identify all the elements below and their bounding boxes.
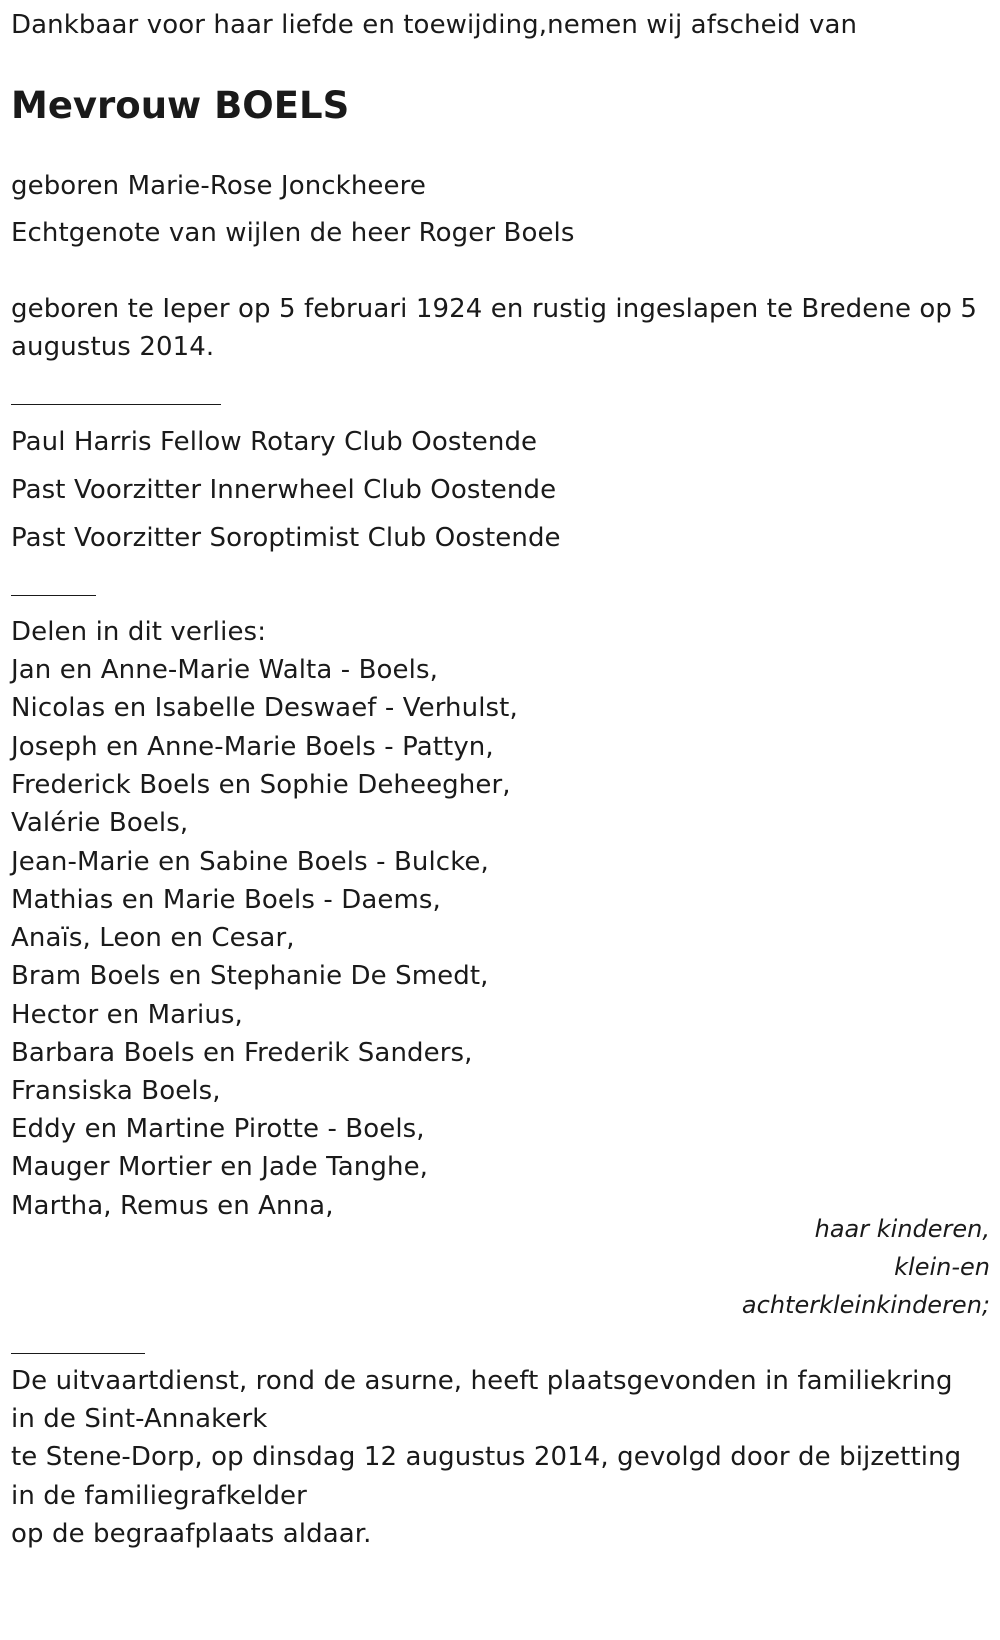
dates-line-2: augustus 2014. (11, 332, 215, 362)
mourners-heading: Delen in dit verlies: (11, 617, 267, 647)
mourner-line: Eddy en Martine Pirotte - Boels, (11, 1114, 425, 1144)
membership-1: Paul Harris Fellow Rotary Club Oostende (11, 427, 538, 457)
mourner-line: Frederick Boels en Sophie Deheegher, (11, 770, 511, 800)
mourner-line: Anaïs, Leon en Cesar, (11, 923, 295, 953)
mourner-line: Joseph en Anne-Marie Boels - Pattyn, (11, 732, 494, 762)
dates-line-1: geboren te Ieper op 5 februari 1924 en rustig ingeslapen te Bredene op 5 (11, 294, 978, 324)
intro-text: Dankbaar voor haar liefde en toewijding,nemen wij afscheid van (11, 10, 858, 40)
funeral-line: in de Sint-Annakerk (11, 1404, 268, 1434)
mourner-line: Valérie Boels, (11, 808, 189, 838)
divider-3 (11, 1353, 145, 1354)
mourner-line: Martha, Remus en Anna, (11, 1191, 334, 1221)
funeral-line: De uitvaartdienst, rond de asurne, heeft plaatsgevonden in familiekring (11, 1366, 953, 1396)
mourner-line: Jean-Marie en Sabine Boels - Bulcke, (11, 847, 489, 877)
divider-2 (11, 595, 96, 596)
mourner-line: Fransiska Boels, (11, 1076, 221, 1106)
deceased-name: Mevrouw BOELS (11, 84, 350, 127)
birth-name: geboren Marie-Rose Jonckheere (11, 171, 426, 201)
mourner-line: Mathias en Marie Boels - Daems, (11, 885, 441, 915)
membership-3: Past Voorzitter Soroptimist Club Oostende (11, 523, 561, 553)
funeral-line: in de familiegrafkelder (11, 1481, 307, 1511)
spouse-line: Echtgenote van wijlen de heer Roger Boels (11, 218, 575, 248)
mourner-line: Mauger Mortier en Jade Tanghe, (11, 1152, 429, 1182)
funeral-line: op de begraafplaats aldaar. (11, 1519, 372, 1549)
relation-children: haar kinderen, (814, 1215, 990, 1243)
relation-great-grandchildren: achterkleinkinderen; (741, 1291, 990, 1319)
membership-2: Past Voorzitter Innerwheel Club Oostende (11, 475, 557, 505)
funeral-line: te Stene-Dorp, op dinsdag 12 augustus 2014, gevolgd door de bijzetting (11, 1442, 962, 1472)
mourner-line: Barbara Boels en Frederik Sanders, (11, 1038, 473, 1068)
divider-1 (11, 404, 221, 405)
relation-grandchildren: klein-en (894, 1253, 990, 1281)
mourner-line: Hector en Marius, (11, 1000, 243, 1030)
mourner-line: Jan en Anne-Marie Walta - Boels, (11, 655, 438, 685)
mourner-line: Bram Boels en Stephanie De Smedt, (11, 961, 489, 991)
mourner-line: Nicolas en Isabelle Deswaef - Verhulst, (11, 693, 518, 723)
